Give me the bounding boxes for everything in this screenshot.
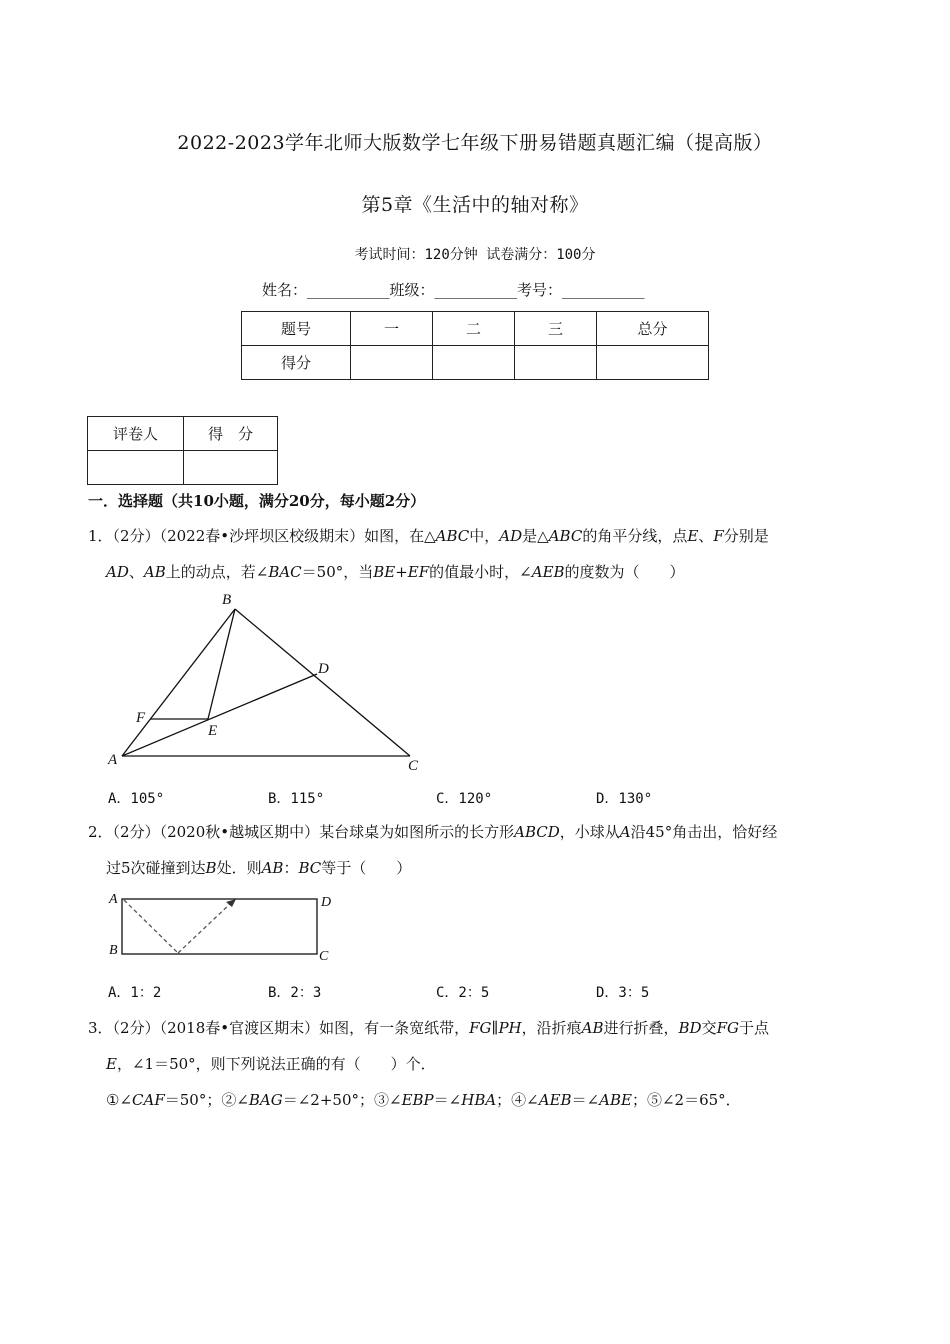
q2-option-d[interactable]: D．3：5 (596, 985, 650, 1001)
q3-text: ，∠1＝50°，则下列说法正确的有（ ）个． (116, 1055, 436, 1073)
q2-option-a[interactable]: A．1：2 (108, 985, 162, 1001)
q1-text: 分别是 (723, 527, 769, 545)
question-1-line-1 (88, 518, 878, 554)
q1-var: BE+EF (373, 563, 430, 581)
score-input-cell[interactable] (433, 346, 515, 380)
label-A: A (109, 892, 118, 907)
number-field[interactable]: 考号：___________ (517, 281, 645, 299)
grader-header: 评卷人 (88, 417, 184, 451)
ball-path-1 (124, 900, 178, 953)
q1-text: 是△ (522, 527, 549, 545)
score-input-cell[interactable] (515, 346, 597, 380)
question-1 (88, 518, 878, 590)
paper-title: 2022-2023学年北师大版数学七年级下册易错题真题汇编（提高版） (177, 132, 773, 154)
label-A: A (108, 752, 118, 768)
question-2 (88, 814, 878, 886)
q3-var: AB (581, 1019, 604, 1037)
score-header-cell: 一 (351, 312, 433, 346)
q1-text: 、 (698, 527, 714, 545)
q3-var: BAG (248, 1091, 283, 1109)
q3-var: ABE (599, 1091, 632, 1109)
q3-var: BD (678, 1019, 702, 1037)
chapter-title: 第5章《生活中的轴对称》 (361, 194, 589, 216)
q3-text: ，沿折痕 (521, 1019, 582, 1037)
grader-input-cell[interactable] (88, 451, 184, 485)
q3-var: FG∥PH (469, 1019, 522, 1037)
q1-var: AD (106, 563, 129, 581)
question-number: 2． (88, 823, 113, 841)
q1-text: 的值最小时，∠ (429, 563, 532, 581)
q3-var: EBP (401, 1091, 434, 1109)
q3-text: ＝∠ (433, 1091, 462, 1109)
segment-AB (122, 609, 235, 756)
q1-var: AD (499, 527, 523, 545)
q1-var: AEB (531, 563, 565, 581)
label-F: F (136, 710, 146, 726)
q3-var: E (106, 1055, 117, 1073)
label-B: B (109, 943, 118, 958)
score-header-cell: 二 (433, 312, 515, 346)
question-3-line-2 (88, 1046, 888, 1082)
score-row-label: 得分 (242, 346, 351, 380)
question-3 (88, 1010, 888, 1118)
q2-billiard-table-figure (100, 886, 340, 964)
q3-text: （2分）（2018春•官渡区期末）如图，有一条宽纸带， (112, 1019, 470, 1037)
q3-text: ＝∠ (571, 1091, 600, 1109)
q1-text: 的度数为（ ） (564, 563, 685, 581)
q2-option-b[interactable]: B．2：3 (268, 985, 322, 1001)
question-1-line-2 (88, 554, 878, 590)
segment-BC (235, 609, 410, 756)
score-header-cell: 总分 (597, 312, 709, 346)
question-3-statements (88, 1082, 888, 1118)
q3-text: ＝50°；②∠ (164, 1091, 249, 1109)
q1-text: ＝50°，当 (301, 563, 374, 581)
score-input-cell[interactable] (184, 451, 278, 485)
q3-text: ；④∠ (496, 1091, 539, 1109)
q1-text: 中， (469, 527, 500, 545)
score-header-cell: 题号 (242, 312, 351, 346)
q1-option-a[interactable]: A．105° (108, 791, 165, 807)
q3-text: 进行折叠， (603, 1019, 679, 1037)
q3-text: 交 (701, 1019, 717, 1037)
q1-var: BAC (268, 563, 302, 581)
class-field[interactable]: 班级：___________ (389, 281, 518, 299)
q1-option-c[interactable]: C．120° (436, 791, 493, 807)
question-2-line-1 (88, 814, 878, 850)
question-3-line-1 (88, 1010, 888, 1046)
q2-var: BC (298, 859, 322, 877)
label-D: D (318, 661, 329, 677)
q1-text: 的角平分线，点 (582, 527, 688, 545)
q1-var: F (713, 527, 724, 545)
q3-text: 于点 (738, 1019, 769, 1037)
question-number: 1． (88, 527, 113, 545)
q2-text: 等于（ ） (321, 859, 412, 877)
label-C: C (319, 949, 329, 964)
ball-path-2 (178, 903, 231, 953)
q3-var: FG (716, 1019, 739, 1037)
q2-text: （2分）（2020秋•越城区期中）某台球桌为如图所示的长方形 (112, 823, 515, 841)
score-header: 得 分 (184, 417, 278, 451)
q1-var: ABC (435, 527, 470, 545)
score-table (241, 311, 709, 380)
q2-option-c[interactable]: C．2：5 (436, 985, 490, 1001)
label-E: E (208, 723, 218, 739)
q1-var: AB (143, 563, 166, 581)
q2-var: A (619, 823, 631, 841)
q1-option-b[interactable]: B．115° (268, 791, 325, 807)
q3-var: AEB (538, 1091, 572, 1109)
exam-info: 考试时间：120分钟 试卷满分：100分 (354, 247, 596, 263)
q2-var: ABCD (514, 823, 560, 841)
q1-var: E (687, 527, 699, 545)
q1-text: （2分）（2022春•沙坪坝区校级期末）如图，在△ (112, 527, 436, 545)
q3-text: ①∠ (106, 1091, 133, 1109)
q1-var: ABC (548, 527, 583, 545)
q1-triangle-figure (100, 590, 430, 775)
segment-AD (122, 674, 317, 756)
q3-var: CAF (132, 1091, 165, 1109)
q1-text: 、 (128, 563, 144, 581)
q2-text: 处．则 (216, 859, 262, 877)
q2-var: B (205, 859, 217, 877)
q2-text: ： (283, 859, 299, 877)
section-heading: 一．选择题（共10小题，满分20分，每小题2分） (88, 492, 426, 510)
label-B: B (222, 592, 232, 608)
q1-text: 上的动点，若∠ (165, 563, 269, 581)
score-input-cell[interactable] (597, 346, 709, 380)
q2-text: ，小球从 (559, 823, 620, 841)
q2-text: 过5次碰撞到达 (106, 859, 206, 877)
score-header-cell: 三 (515, 312, 597, 346)
q3-var: HBA (461, 1091, 497, 1109)
q2-var: AB (261, 859, 284, 877)
grader-table (87, 416, 278, 485)
label-D: D (321, 895, 332, 910)
question-number: 3． (88, 1019, 113, 1037)
arrow-head-icon (226, 899, 236, 907)
q1-option-d[interactable]: D．130° (596, 791, 653, 807)
q3-text: ＝∠2+50°；③∠ (282, 1091, 402, 1109)
name-field[interactable]: 姓名：___________ (262, 281, 390, 299)
student-info-line (262, 279, 645, 300)
question-2-line-2 (88, 850, 878, 886)
label-C: C (408, 758, 419, 774)
score-input-cell[interactable] (351, 346, 433, 380)
q3-text: ；⑤∠2＝65°． (631, 1091, 741, 1109)
q2-text: 沿45°角击出，恰好经 (630, 823, 778, 841)
